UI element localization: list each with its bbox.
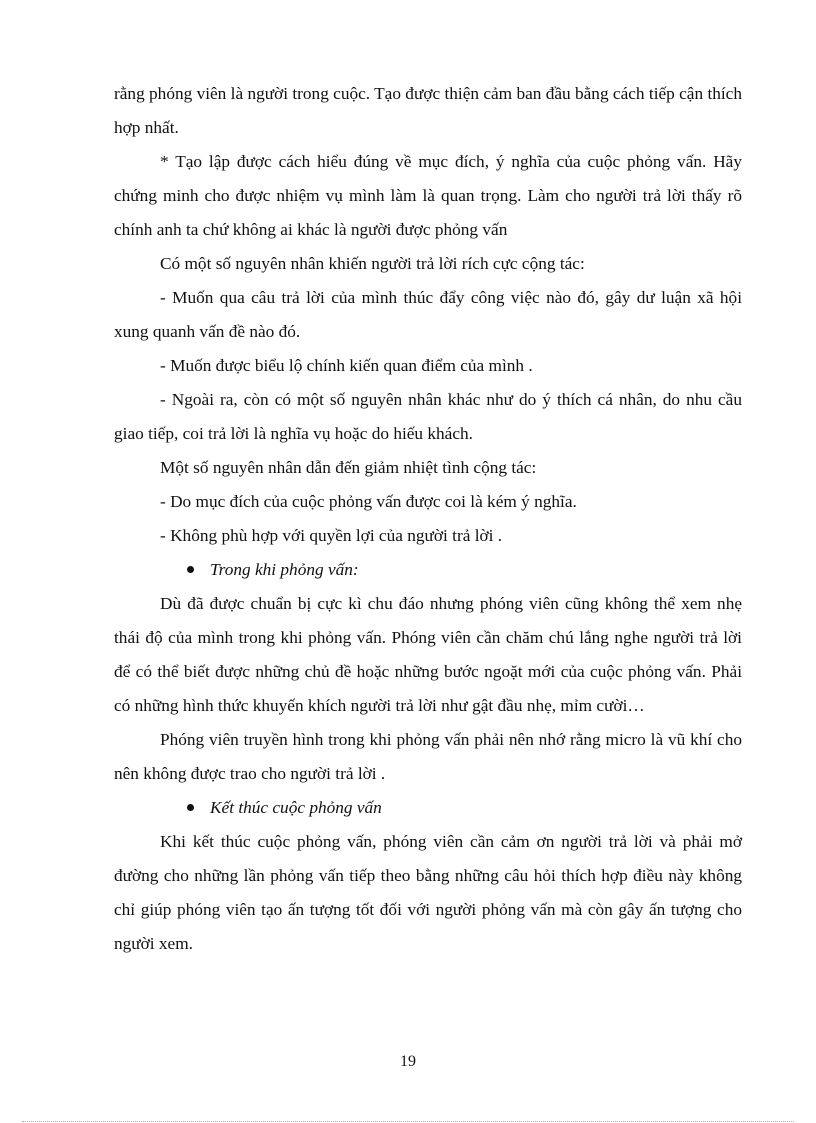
paragraph-negative-reasons-intro: Một số nguyên nhân dẫn đến giảm nhiệt tình cộng tác:: [160, 458, 537, 477]
paragraph-reason-other: - Ngoài ra, còn có một số nguyên nhân khác như do ý thích cá nhân, do nhu cầu giao tiếp, coi trả lời là nghĩa vụ hoặc do hiếu khách.: [114, 390, 742, 443]
paragraph-continuation: rằng phóng viên là người trong cuộc. Tạo được thiện cảm ban đầu bằng cách tiếp cận thích hợp nhất.: [114, 84, 742, 137]
paragraph-negative-reason-purpose: - Do mục đích của cuộc phỏng vấn được coi là kém ý nghĩa.: [160, 492, 577, 511]
paragraph-ending-interview: Khi kết thúc cuộc phỏng vấn, phóng viên cần cảm ơn người trả lời và phải mở đường cho những lần phỏng vấn tiếp theo bằng những câu hỏi thích hợp điều này không chỉ giúp phóng viên tạo ấn tượng tốt đối với người phỏng vấn mà còn gây ấn tượng cho người xem.: [114, 832, 742, 953]
bullet-heading-text: Trong khi phỏng vấn:: [210, 560, 359, 579]
paragraph-negative-reason-interest: - Không phù hợp với quyền lợi của người trả lời .: [160, 526, 503, 545]
paragraph-reason-express-views: - Muốn được biểu lộ chính kiến quan điểm của mình .: [160, 356, 533, 375]
paragraph-reason-public-opinion: - Muốn qua câu trả lời của mình thúc đẩy công việc nào đó, gây dư luận xã hội xung quanh vấn đề nào đó.: [114, 288, 742, 341]
paragraph-purpose: * Tạo lập được cách hiểu đúng về mục đích, ý nghĩa của cuộc phỏng vấn. Hãy chứng minh cho được nhiệm vụ mình làm là quan trọng. Làm cho người trả lời thấy rõ chính anh ta chứ không ai khác là người được phỏng vấn: [114, 152, 742, 239]
paragraph-microphone: Phóng viên truyền hình trong khi phỏng vấn phải nên nhớ rằng micro là vũ khí cho nên không được trao cho người trả lời .: [114, 730, 742, 783]
document-body: [114, 77, 742, 961]
bullet-dot-icon: [187, 804, 194, 811]
bullet-heading-during-interview: [114, 553, 742, 587]
page-number: 19: [400, 1053, 416, 1070]
bullet-dot-icon: [187, 566, 194, 573]
bullet-heading-ending-interview: [114, 791, 742, 825]
bullet-heading-text: Kết thúc cuộc phỏng vấn: [210, 798, 382, 817]
footer-divider: [22, 1121, 794, 1122]
paragraph-during-interview: Dù đã được chuẩn bị cực kì chu đáo nhưng phóng viên cũng không thể xem nhẹ thái độ của mình trong khi phỏng vấn. Phóng viên cần chăm chú lắng nghe người trả lời để có thể biết được những chủ đề hoặc những bước ngoặt mới của cuộc phỏng vấn. Phải có những hình thức khuyến khích người trả lời như gật đầu nhẹ, mỉm cười…: [114, 594, 742, 715]
paragraph-positive-reasons-intro: Có một số nguyên nhân khiến người trả lời rích cực cộng tác:: [160, 254, 585, 273]
